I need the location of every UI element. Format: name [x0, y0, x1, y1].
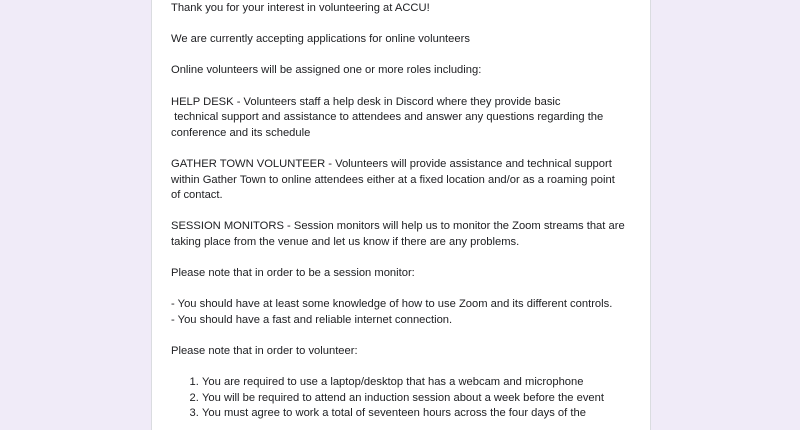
session-monitors-line: SESSION MONITORS - Session monitors will help us to monitor the Zoom streams that are: [171, 220, 625, 233]
gather-town-line: within Gather Town to online attendees either at a fixed location and/or as a roaming point: [171, 173, 615, 186]
help-desk-line: technical support and assistance to attendees and answer any questions regarding the: [171, 111, 604, 124]
help-desk-line: HELP DESK - Volunteers staff a help desk in Discord where they provide basic: [171, 95, 561, 108]
monitor-requirement: - You should have at least some knowledge of how to use Zoom and its different controls.: [171, 298, 613, 311]
form-description-card: [151, 0, 651, 430]
gather-town-line: GATHER TOWN VOLUNTEER - Volunteers will provide assistance and technical support: [171, 157, 612, 170]
gather-town-role: [171, 157, 633, 204]
volunteer-requirements-list: [171, 375, 633, 422]
intro-text: Thank you for your interest in volunteering at ACCU!: [171, 2, 430, 14]
gather-town-line: of contact.: [171, 189, 223, 202]
list-item: 1. You are required to use a laptop/desktop that has a webcam and microphone: [202, 375, 633, 391]
monitor-note-text: Please note that in order to be a session monitor:: [171, 267, 415, 280]
roles-intro-text: Online volunteers will be assigned one or more roles including:: [171, 64, 482, 77]
list-item: 2. You will be required to attend an induction session about a week before the event: [202, 391, 633, 407]
help-desk-role: [171, 95, 633, 142]
session-monitors-line: taking place from the venue and let us know if there are any problems.: [171, 235, 520, 248]
volunteer-note-text: Please note that in order to volunteer:: [171, 345, 358, 358]
session-monitors-role: [171, 219, 633, 250]
monitor-requirements: [171, 297, 633, 328]
form-description: [171, 1, 633, 422]
accepting-text: We are currently accepting applications for online volunteers: [171, 33, 470, 46]
help-desk-line: conference and its schedule: [171, 126, 311, 139]
list-item: 3. You must agree to work a total of seventeen hours across the four days of the: [202, 406, 633, 422]
monitor-requirement: - You should have a fast and reliable internet connection.: [171, 313, 453, 326]
